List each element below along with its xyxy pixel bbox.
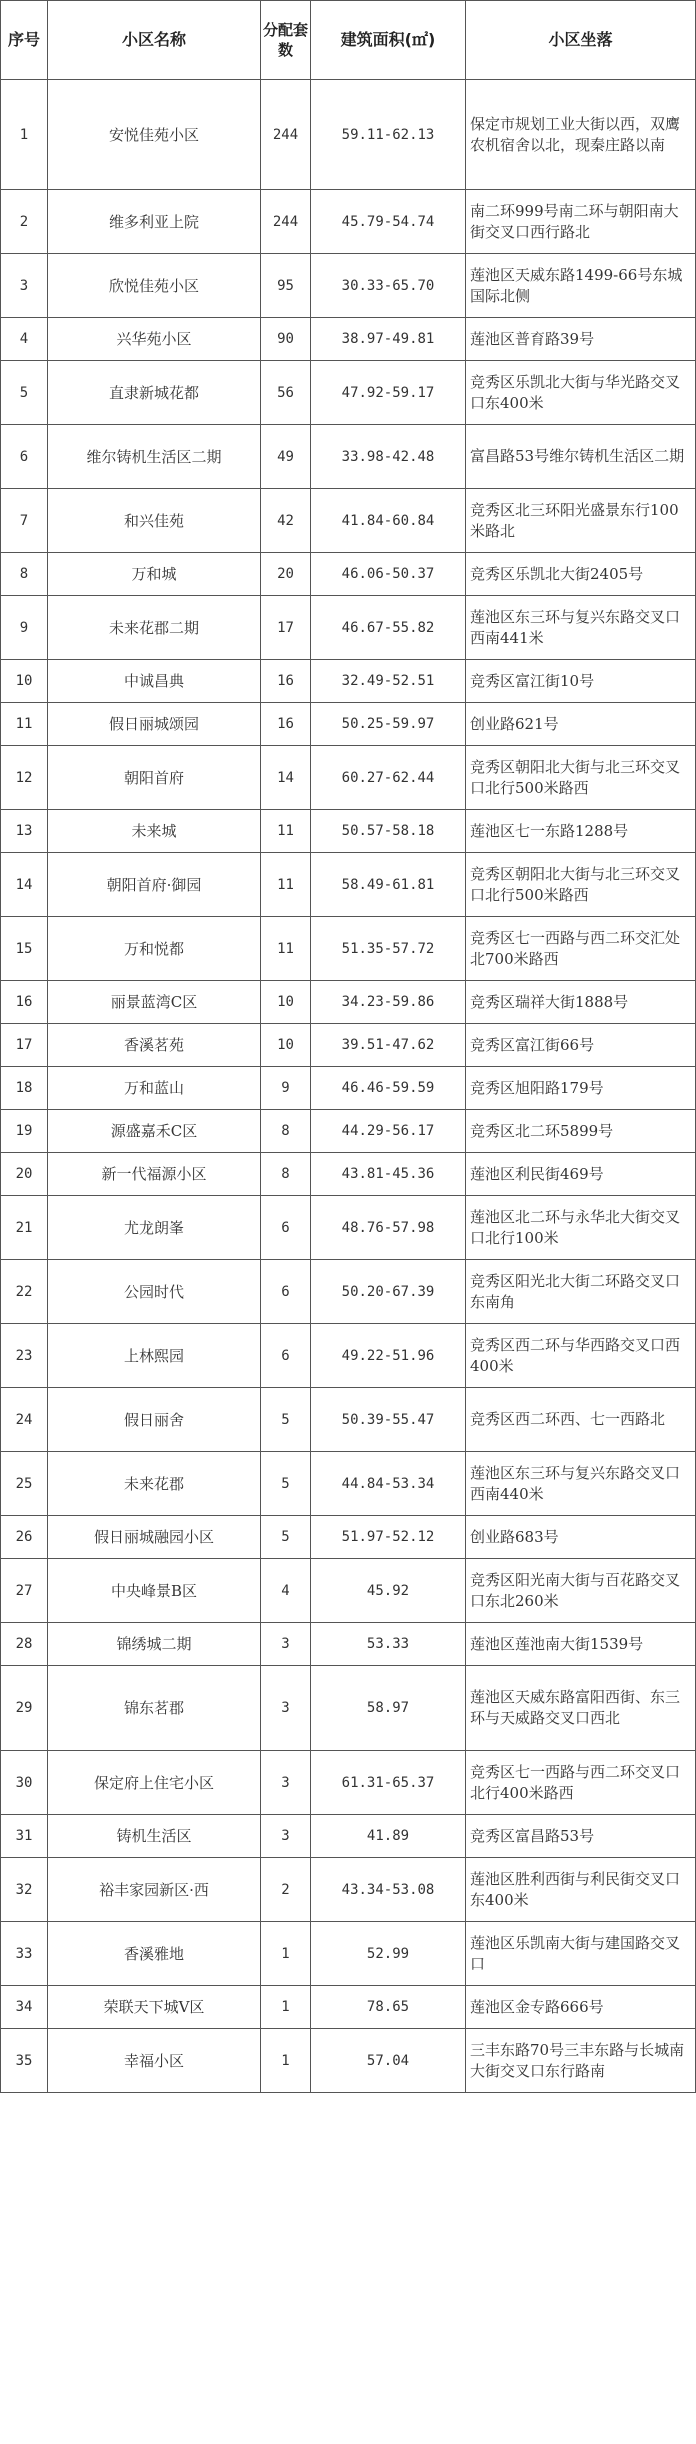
cell-no: 1 (1, 80, 48, 190)
cell-units: 1 (261, 2029, 311, 2093)
cell-no: 19 (1, 1110, 48, 1153)
table-body (1, 80, 696, 2093)
cell-location: 竞秀区朝阳北大街与北三环交叉口北行500米路西 (466, 746, 696, 810)
cell-area: 50.39-55.47 (311, 1388, 466, 1452)
cell-no: 25 (1, 1452, 48, 1516)
cell-location: 竞秀区富江街66号 (466, 1024, 696, 1067)
cell-units: 6 (261, 1260, 311, 1324)
cell-location: 莲池区利民街469号 (466, 1153, 696, 1196)
cell-name: 假日丽城颂园 (48, 703, 261, 746)
cell-name: 未来城 (48, 810, 261, 853)
cell-name: 尤龙朗峯 (48, 1196, 261, 1260)
cell-name: 中央峰景B区 (48, 1559, 261, 1623)
cell-location: 莲池区乐凯南大街与建国路交叉口 (466, 1922, 696, 1986)
cell-location: 三丰东路70号三丰东路与长城南大街交叉口东行路南 (466, 2029, 696, 2093)
cell-location: 竞秀区朝阳北大街与北三环交叉口北行500米路西 (466, 853, 696, 917)
table-row (1, 1666, 696, 1751)
cell-location: 竞秀区北三环阳光盛景东行100米路北 (466, 489, 696, 553)
cell-units: 11 (261, 917, 311, 981)
cell-name: 锦绣城二期 (48, 1623, 261, 1666)
table-row (1, 425, 696, 489)
cell-name: 朝阳首府 (48, 746, 261, 810)
cell-area: 41.89 (311, 1815, 466, 1858)
cell-no: 21 (1, 1196, 48, 1260)
cell-name: 假日丽城融园小区 (48, 1516, 261, 1559)
table-row (1, 1153, 696, 1196)
cell-area: 45.92 (311, 1559, 466, 1623)
cell-location: 创业路683号 (466, 1516, 696, 1559)
table-row (1, 917, 696, 981)
cell-no: 4 (1, 318, 48, 361)
cell-location: 竞秀区瑞祥大街1888号 (466, 981, 696, 1024)
cell-area: 34.23-59.86 (311, 981, 466, 1024)
table-row (1, 2029, 696, 2093)
cell-name: 铸机生活区 (48, 1815, 261, 1858)
cell-name: 中诚昌典 (48, 660, 261, 703)
table-row (1, 1452, 696, 1516)
cell-location: 南二环999号南二环与朝阳南大街交叉口西行路北 (466, 190, 696, 254)
table-row (1, 1858, 696, 1922)
cell-no: 3 (1, 254, 48, 318)
cell-name: 直隶新城花都 (48, 361, 261, 425)
cell-units: 5 (261, 1388, 311, 1452)
table-row (1, 318, 696, 361)
table-row (1, 1751, 696, 1815)
cell-units: 2 (261, 1858, 311, 1922)
cell-name: 源盛嘉禾C区 (48, 1110, 261, 1153)
cell-no: 31 (1, 1815, 48, 1858)
cell-area: 49.22-51.96 (311, 1324, 466, 1388)
cell-location: 保定市规划工业大街以西，双鹰农机宿舍以北，现秦庄路以南 (466, 80, 696, 190)
cell-no: 2 (1, 190, 48, 254)
cell-location: 竞秀区富江街10号 (466, 660, 696, 703)
header-row (1, 1, 696, 80)
cell-area: 58.49-61.81 (311, 853, 466, 917)
cell-location: 莲池区东三环与复兴东路交叉口西南440米 (466, 1452, 696, 1516)
cell-no: 13 (1, 810, 48, 853)
cell-units: 14 (261, 746, 311, 810)
cell-area: 53.33 (311, 1623, 466, 1666)
cell-units: 10 (261, 1024, 311, 1067)
table-row (1, 489, 696, 553)
cell-name: 安悦佳苑小区 (48, 80, 261, 190)
cell-units: 11 (261, 810, 311, 853)
cell-area: 57.04 (311, 2029, 466, 2093)
cell-area: 51.35-57.72 (311, 917, 466, 981)
cell-area: 78.65 (311, 1986, 466, 2029)
cell-name: 公园时代 (48, 1260, 261, 1324)
cell-area: 46.46-59.59 (311, 1067, 466, 1110)
cell-location: 竞秀区西二环西、七一西路北 (466, 1388, 696, 1452)
cell-name: 上林熙园 (48, 1324, 261, 1388)
table-row (1, 1196, 696, 1260)
cell-no: 15 (1, 917, 48, 981)
cell-no: 14 (1, 853, 48, 917)
table-row (1, 553, 696, 596)
cell-area: 50.25-59.97 (311, 703, 466, 746)
cell-units: 17 (261, 596, 311, 660)
cell-name: 兴华苑小区 (48, 318, 261, 361)
cell-name: 未来花郡 (48, 1452, 261, 1516)
cell-area: 61.31-65.37 (311, 1751, 466, 1815)
cell-area: 50.20-67.39 (311, 1260, 466, 1324)
cell-no: 32 (1, 1858, 48, 1922)
header-units: 分配套数 (261, 1, 311, 80)
table-row (1, 1815, 696, 1858)
cell-units: 4 (261, 1559, 311, 1623)
cell-name: 万和蓝山 (48, 1067, 261, 1110)
cell-name: 锦东茗郡 (48, 1666, 261, 1751)
cell-location: 莲池区天威东路富阳西街、东三环与天威路交叉口西北 (466, 1666, 696, 1751)
cell-area: 46.67-55.82 (311, 596, 466, 660)
table-row (1, 1922, 696, 1986)
cell-units: 244 (261, 190, 311, 254)
cell-name: 维尔铸机生活区二期 (48, 425, 261, 489)
cell-units: 1 (261, 1922, 311, 1986)
cell-name: 新一代福源小区 (48, 1153, 261, 1196)
cell-area: 44.29-56.17 (311, 1110, 466, 1153)
cell-units: 95 (261, 254, 311, 318)
cell-area: 60.27-62.44 (311, 746, 466, 810)
cell-units: 16 (261, 660, 311, 703)
cell-area: 38.97-49.81 (311, 318, 466, 361)
table-row (1, 1324, 696, 1388)
table-row (1, 1024, 696, 1067)
cell-area: 47.92-59.17 (311, 361, 466, 425)
cell-no: 35 (1, 2029, 48, 2093)
cell-units: 56 (261, 361, 311, 425)
cell-location: 莲池区东三环与复兴东路交叉口西南441米 (466, 596, 696, 660)
cell-no: 24 (1, 1388, 48, 1452)
cell-no: 33 (1, 1922, 48, 1986)
table-row (1, 981, 696, 1024)
cell-area: 32.49-52.51 (311, 660, 466, 703)
cell-no: 10 (1, 660, 48, 703)
cell-area: 46.06-50.37 (311, 553, 466, 596)
cell-name: 保定府上住宅小区 (48, 1751, 261, 1815)
cell-units: 5 (261, 1516, 311, 1559)
table-row (1, 190, 696, 254)
cell-no: 16 (1, 981, 48, 1024)
cell-area: 39.51-47.62 (311, 1024, 466, 1067)
cell-name: 香溪雅地 (48, 1922, 261, 1986)
cell-name: 万和悦都 (48, 917, 261, 981)
cell-no: 5 (1, 361, 48, 425)
cell-area: 44.84-53.34 (311, 1452, 466, 1516)
cell-name: 香溪茗苑 (48, 1024, 261, 1067)
cell-units: 20 (261, 553, 311, 596)
cell-units: 3 (261, 1623, 311, 1666)
cell-name: 丽景蓝湾C区 (48, 981, 261, 1024)
cell-units: 8 (261, 1153, 311, 1196)
table-row (1, 703, 696, 746)
table-row (1, 746, 696, 810)
header-no: 序号 (1, 1, 48, 80)
table-row (1, 80, 696, 190)
cell-area: 33.98-42.48 (311, 425, 466, 489)
cell-name: 裕丰家园新区·西 (48, 1858, 261, 1922)
cell-name: 万和城 (48, 553, 261, 596)
cell-units: 244 (261, 80, 311, 190)
table-row (1, 1986, 696, 2029)
table-row (1, 1516, 696, 1559)
cell-name: 荣联天下城V区 (48, 1986, 261, 2029)
cell-location: 竞秀区乐凯北大街与华光路交叉口东400米 (466, 361, 696, 425)
cell-area: 30.33-65.70 (311, 254, 466, 318)
cell-units: 10 (261, 981, 311, 1024)
cell-location: 富昌路53号维尔铸机生活区二期 (466, 425, 696, 489)
cell-location: 莲池区莲池南大街1539号 (466, 1623, 696, 1666)
cell-no: 34 (1, 1986, 48, 2029)
cell-location: 莲池区北二环与永华北大街交叉口北行100米 (466, 1196, 696, 1260)
cell-area: 58.97 (311, 1666, 466, 1751)
cell-units: 3 (261, 1815, 311, 1858)
table-row (1, 1067, 696, 1110)
cell-units: 90 (261, 318, 311, 361)
cell-no: 28 (1, 1623, 48, 1666)
cell-location: 莲池区普育路39号 (466, 318, 696, 361)
cell-no: 9 (1, 596, 48, 660)
cell-no: 8 (1, 553, 48, 596)
cell-area: 45.79-54.74 (311, 190, 466, 254)
header-area: 建筑面积(㎡) (311, 1, 466, 80)
cell-units: 1 (261, 1986, 311, 2029)
cell-name: 维多利亚上院 (48, 190, 261, 254)
cell-no: 11 (1, 703, 48, 746)
cell-name: 幸福小区 (48, 2029, 261, 2093)
cell-no: 30 (1, 1751, 48, 1815)
cell-area: 59.11-62.13 (311, 80, 466, 190)
cell-units: 3 (261, 1751, 311, 1815)
cell-no: 29 (1, 1666, 48, 1751)
cell-no: 6 (1, 425, 48, 489)
cell-name: 未来花郡二期 (48, 596, 261, 660)
cell-name: 和兴佳苑 (48, 489, 261, 553)
cell-name: 朝阳首府·御园 (48, 853, 261, 917)
cell-units: 3 (261, 1666, 311, 1751)
cell-name: 欣悦佳苑小区 (48, 254, 261, 318)
cell-units: 11 (261, 853, 311, 917)
cell-units: 6 (261, 1324, 311, 1388)
table-row (1, 254, 696, 318)
table-row (1, 596, 696, 660)
table-row (1, 1260, 696, 1324)
cell-no: 20 (1, 1153, 48, 1196)
cell-location: 竞秀区乐凯北大街2405号 (466, 553, 696, 596)
cell-location: 竞秀区旭阳路179号 (466, 1067, 696, 1110)
cell-location: 莲池区金专路666号 (466, 1986, 696, 2029)
cell-area: 50.57-58.18 (311, 810, 466, 853)
table-row (1, 1623, 696, 1666)
cell-area: 41.84-60.84 (311, 489, 466, 553)
cell-units: 49 (261, 425, 311, 489)
header-location: 小区坐落 (466, 1, 696, 80)
cell-units: 5 (261, 1452, 311, 1516)
cell-location: 竞秀区富昌路53号 (466, 1815, 696, 1858)
cell-no: 17 (1, 1024, 48, 1067)
cell-area: 43.81-45.36 (311, 1153, 466, 1196)
cell-no: 23 (1, 1324, 48, 1388)
cell-name: 假日丽舍 (48, 1388, 261, 1452)
cell-location: 莲池区七一东路1288号 (466, 810, 696, 853)
cell-area: 48.76-57.98 (311, 1196, 466, 1260)
cell-location: 竞秀区北二环5899号 (466, 1110, 696, 1153)
table-row (1, 1110, 696, 1153)
cell-location: 莲池区胜利西街与利民街交叉口东400米 (466, 1858, 696, 1922)
table-row (1, 361, 696, 425)
cell-no: 12 (1, 746, 48, 810)
cell-no: 26 (1, 1516, 48, 1559)
cell-location: 竞秀区阳光北大街二环路交叉口东南角 (466, 1260, 696, 1324)
cell-units: 9 (261, 1067, 311, 1110)
cell-area: 43.34-53.08 (311, 1858, 466, 1922)
cell-no: 27 (1, 1559, 48, 1623)
cell-area: 51.97-52.12 (311, 1516, 466, 1559)
cell-location: 竞秀区七一西路与西二环交叉口北行400米路西 (466, 1751, 696, 1815)
cell-units: 6 (261, 1196, 311, 1260)
table-row (1, 853, 696, 917)
table-row (1, 1388, 696, 1452)
cell-no: 22 (1, 1260, 48, 1324)
cell-location: 创业路621号 (466, 703, 696, 746)
cell-no: 18 (1, 1067, 48, 1110)
cell-no: 7 (1, 489, 48, 553)
table-row (1, 1559, 696, 1623)
cell-units: 16 (261, 703, 311, 746)
table-row (1, 660, 696, 703)
cell-location: 莲池区天威东路1499-66号东城国际北侧 (466, 254, 696, 318)
table-row (1, 810, 696, 853)
cell-units: 8 (261, 1110, 311, 1153)
cell-units: 42 (261, 489, 311, 553)
cell-location: 竞秀区七一西路与西二环交汇处北700米路西 (466, 917, 696, 981)
header-name: 小区名称 (48, 1, 261, 80)
cell-location: 竞秀区阳光南大街与百花路交叉口东北260米 (466, 1559, 696, 1623)
cell-area: 52.99 (311, 1922, 466, 1986)
cell-location: 竞秀区西二环与华西路交叉口西400米 (466, 1324, 696, 1388)
